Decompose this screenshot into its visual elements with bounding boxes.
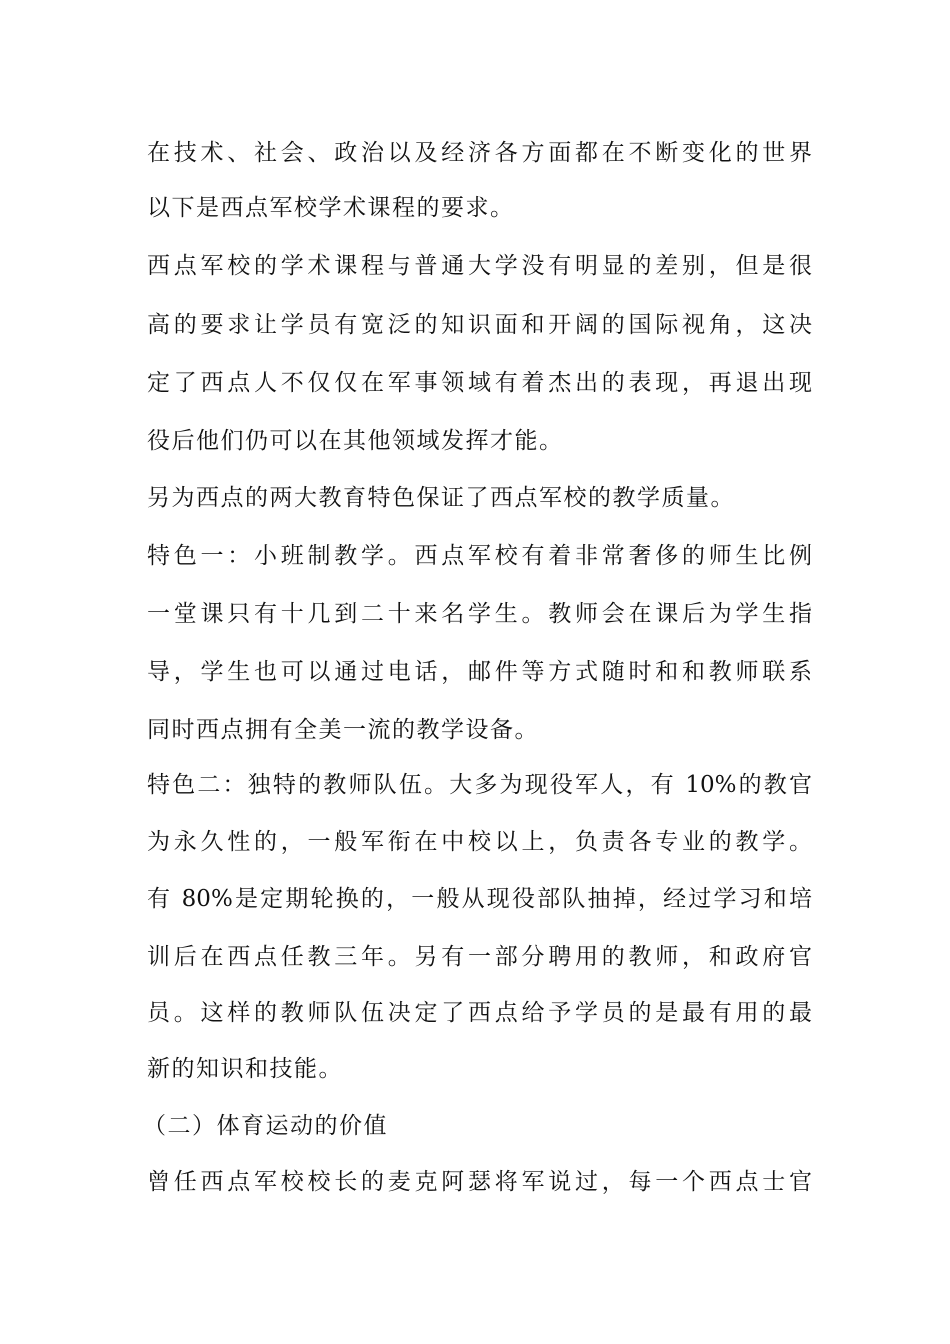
text-line-5: 定了西点人不仅仅在军事领域有着杰出的表现，再退出现: [147, 370, 812, 396]
text-line-1: 在技术、社会、政治以及经济各方面都在不断变化的世界: [147, 140, 812, 166]
section-heading: （二）体育运动的价值: [143, 1113, 388, 1139]
text-line-3: 西点军校的学术课程与普通大学没有明显的差别，但是很: [147, 253, 812, 279]
text-line-16: 员。这样的教师队伍决定了西点给予学员的是最有用的最: [147, 1000, 812, 1026]
text-line-19: 曾任西点军校校长的麦克阿瑟将军说过，每一个西点士官: [147, 1169, 812, 1195]
text-line-8: 特色一：小班制教学。西点军校有着非常奢侈的师生比例: [147, 543, 812, 569]
text-line-6: 役后他们仍可以在其他领域发挥才能。: [147, 428, 564, 454]
text-line-15: 训后在西点任教三年。另有一部分聘用的教师，和政府官: [147, 944, 812, 970]
text-line-4: 高的要求让学员有宽泛的知识面和开阔的国际视角，这决: [147, 312, 812, 338]
text-line-7: 另为西点的两大教育特色保证了西点军校的教学质量。: [147, 485, 735, 511]
text-line-14: 有 80%是定期轮换的，一般从现役部队抽掉，经过学习和培: [147, 886, 812, 912]
text-line-9: 一堂课只有十几到二十来名学生。教师会在课后为学生指: [147, 601, 812, 627]
text-line-17: 新的知识和技能。: [147, 1056, 343, 1082]
text-line-13: 为永久性的，一般军衔在中校以上，负责各专业的教学。: [147, 829, 812, 855]
text-line-12: 特色二：独特的教师队伍。大多为现役军人，有 10%的教官: [147, 772, 812, 798]
text-line-2: 以下是西点军校学术课程的要求。: [147, 195, 515, 221]
text-line-10: 导，学生也可以通过电话，邮件等方式随时和和教师联系: [147, 659, 812, 685]
text-line-11: 同时西点拥有全美一流的教学设备。: [147, 717, 539, 743]
